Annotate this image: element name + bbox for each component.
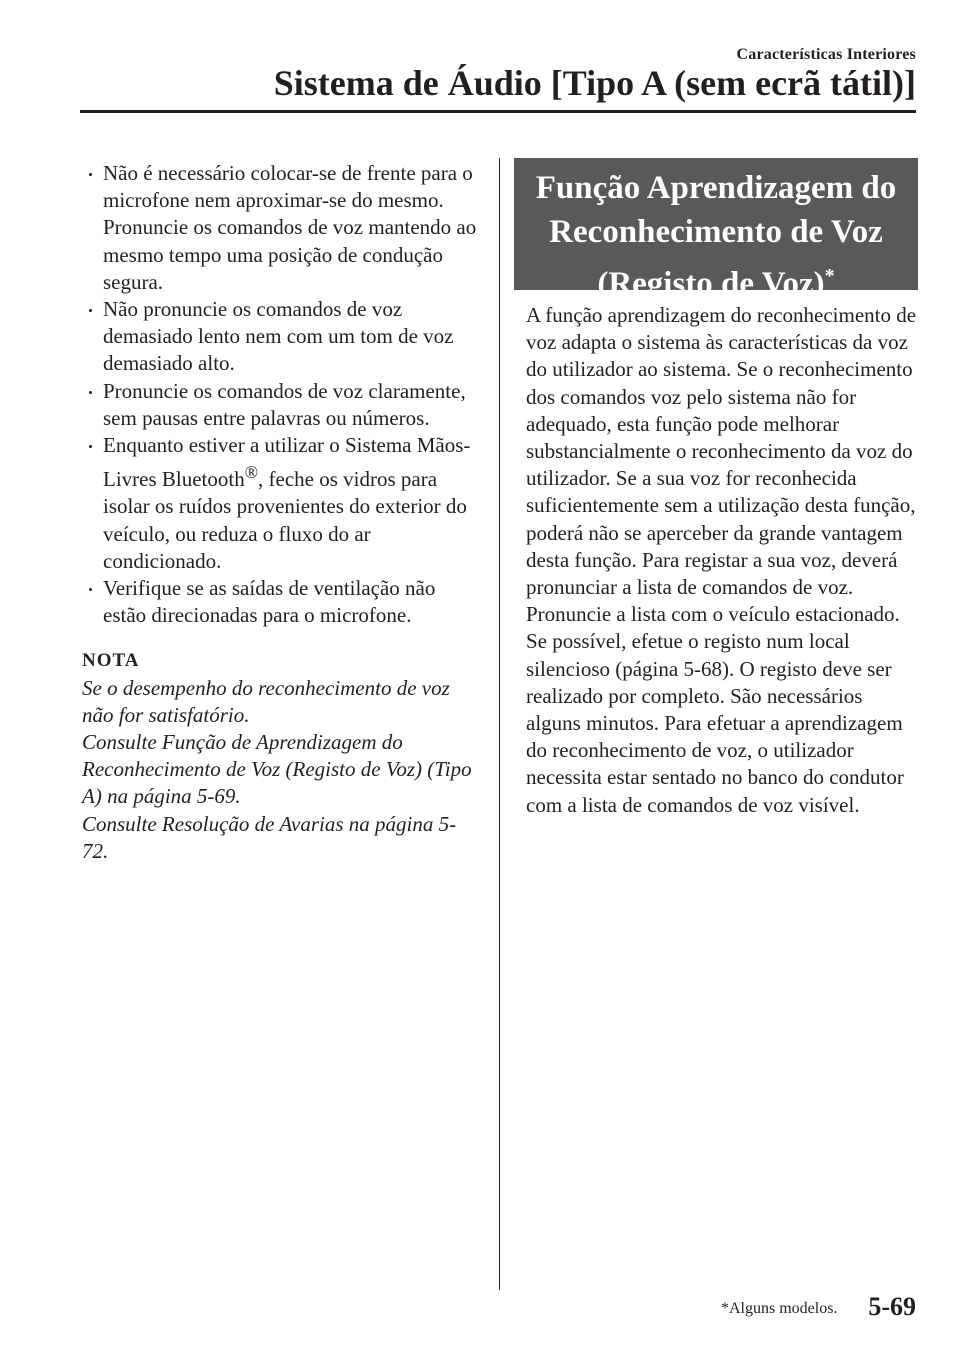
note-heading: NOTA [82,650,140,672]
bullet-item [82,378,482,432]
bullet-text: Enquanto estiver a utilizar o Sistema Mãos-Livres Bluetooth [103,433,471,492]
section-heading [514,158,918,302]
bullet-dot-icon [89,445,92,448]
chapter-title: Características Interiores [736,46,916,63]
section-title: Função Aprendizagem do Reconhecimento de Voz (Registo de Voz) [535,170,897,302]
right-column [514,158,918,819]
bullet-item [82,575,482,629]
registered-mark: ® [244,462,259,483]
bullet-text: Verifique se as saídas de ventilação não estão direcionadas para o microfone. [103,576,436,628]
left-column [82,160,482,865]
header-rule [80,110,916,113]
column-divider [499,158,500,1290]
page-number: 5-69 [868,1292,916,1321]
section-paragraph: A função aprendizagem do reconhecimento de voz adapta o sistema às características da voz do utilizador ao sistema. Se o reconhecimento dos comandos voz pelo sistema não for adequado, esta função pode melhorar substancialmente o reconhecimento da voz do utilizador. Se a sua voz for reconhecida suficientemente sem a utilização desta função, poderá não se aperceber da grande vantagem desta função. Para registar a sua voz, deverá pronunciar a lista de comandos de voz. Pronuncie a lista com o veículo estacionado. Se possível, efetue o registo num local silencioso (página 5-68). O registo deve ser realizado por completo. São necessários alguns minutos. Para efetuar a aprendizagem do reconhecimento de voz, o utilizador necessita estar sentado no banco do condutor com a lista de comandos de voz visível. [526,303,917,817]
bullet-text: , feche os vidros para isolar os ruídos provenientes do exterior do veículo, ou reduza o fluxo do ar condicionado. [103,467,467,573]
bullet-text: Não é necessário colocar-se de frente para o microfone nem aproximar-se do mesmo. Pronuncie os comandos de voz mantendo ao mesmo tempo uma posição de condução segura. [103,161,477,294]
bullet-dot-icon [89,309,92,312]
footnote: *Alguns modelos. [721,1300,838,1317]
bullet-item [82,296,482,378]
note-line: Consulte Resolução de Avarias na página 5-72. [82,811,457,863]
section-asterisk: * [824,265,835,287]
bullet-item [82,432,482,575]
bullet-text: Pronuncie os comandos de voz claramente, sem pausas entre palavras ou números. [103,378,466,430]
bullet-dot-icon [89,588,92,591]
note-line: Consulte Função de Aprendizagem do Reconhecimento de Voz (Registo de Voz) (Tipo A) na página 5-69. [82,730,472,809]
bullet-dot-icon [89,173,92,176]
note-line: Se o desempenho do reconhecimento de voz não for satisfatório. [82,675,450,727]
bullet-text: Não pronuncie os comandos de voz demasiado lento nem com um tom de voz demasiado alto. [103,297,454,376]
page-title: Sistema de Áudio [Tipo A (sem ecrã tátil)] [273,63,916,103]
bullet-dot-icon [89,391,92,394]
bullet-item [82,160,482,296]
